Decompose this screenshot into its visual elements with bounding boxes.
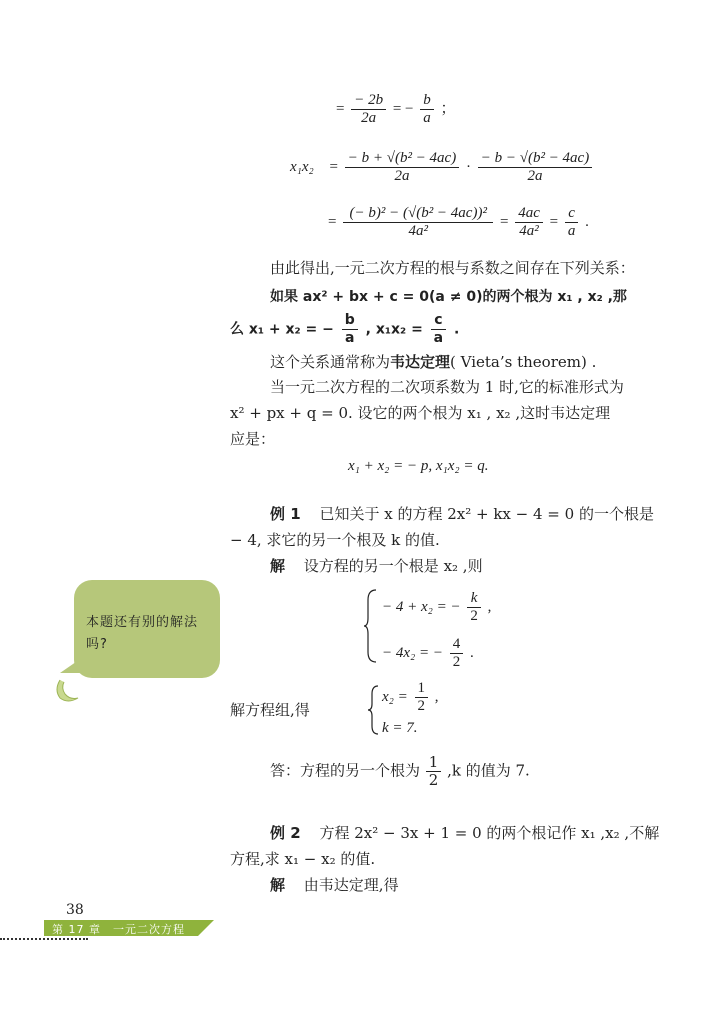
system-equation-2: − 4x₂ = − $\frac{4}{2}$ . [382,636,474,670]
solution-label: 解 [270,876,286,894]
fraction: $\frac{\text{− b − √(b² − 4ac)}}{2a}$ [478,150,593,185]
equation-sum-result: = $\frac{- 2b}{2a}$ = − $\frac{b}{a}$ ； [336,92,456,126]
system-brace [364,588,378,664]
equation-product: x₁x₂ = $\frac{\text{− b + √(b² − 4ac)}}{2a}$ · $\frac{\text{− b − √(b² − 4ac)}}{2a}$ [290,150,595,185]
formula-standard-vieta: x₁ + x₂ = − p, x₁x₂ = q. [348,458,489,474]
paragraph-standard-form-3: 应是： [230,430,276,448]
paragraph-vieta-name: 这个关系通常称为韦达定理( Vieta’s theorem) . [270,353,597,371]
fraction: $\frac{\text{− b + √(b² − 4ac)}}{2a}$ [345,150,460,185]
example-1-label: 例 1 [270,505,301,523]
fraction: $\frac{\text{(− b)² − (√(b² − 4ac))²}}{\text{4a²}}$ [343,205,493,240]
vieta-term: 韦达定理 [390,353,451,371]
fraction: $\frac{4}{2}$ [450,636,464,671]
solution-label: 解 [270,557,286,575]
fraction: $\frac{k}{2}$ [467,590,481,625]
fraction: $\frac{b}{a}$ [420,92,434,127]
example-2-solution-line-1: 解 由韦达定理,得 [270,876,399,894]
fraction: $\frac{1}{2}$ [426,754,442,789]
fraction: $\frac{4ac}{\text{4a²}}$ [515,205,543,240]
example-2-line-2: 方程,求 x₁ − x₂ 的值. [230,850,376,868]
page-number: 38 [66,902,84,918]
example-1-answer: 答：方程的另一个根为 $\frac{1}{2}$ ,k 的值为 7. [270,753,530,789]
theorem-line-1: 如果 ax² + bx + c = 0(a ≠ 0)的两个根为 x₁ , x₂ ,那 [270,289,627,305]
example-2-line-1: 例 2 方程 2x² − 3x + 1 = 0 的两个根记作 x₁ ,x₂ ,不解 [270,824,660,842]
result-brace [368,684,380,736]
paragraph-standard-form-1: 当一元二次方程的二次项系数为 1 时,它的标准形式为 [270,378,624,396]
solve-system-text: 解方程组,得 [230,701,310,719]
equation-product-result: = $\frac{\text{(− b)² − (√(b² − 4ac))²}}{\text{4a²}}$ = $\frac{4ac}{\text{4a²}}$ = $\frac{c}{a}$ . [328,205,589,239]
fraction: $\frac{c}{a}$ [565,205,579,240]
chapter-title: 第 17 章 一元二次方程 [52,923,185,936]
example-2-label: 例 2 [270,824,301,842]
swirl-icon [52,676,82,706]
example-1-line-1: 例 1 已知关于 x 的方程 2x² + kx − 4 = 0 的一个根是 [270,505,654,523]
speech-bubble-text: 本题还有别的解法吗? [86,615,199,652]
footer-dotted-rule [0,938,88,940]
fraction: $\frac{- 2b}{2a}$ [351,92,386,127]
fraction: $\frac{c}{a}$ [431,312,446,347]
fraction: $\frac{b}{a}$ [342,312,358,347]
system-equation-1: − 4 + x₂ = − $\frac{k}{2}$ , [382,590,492,624]
example-1-line-2: − 4, 求它的另一个根及 k 的值. [230,531,440,549]
result-k: k = 7. [382,720,418,736]
example-1-solution-line-1: 解 设方程的另一个根是 x₂ ,则 [270,557,483,575]
result-x2: x₂ = $\frac{1}{2}$ , [382,680,439,714]
paragraph-standard-form-2: x² + px + q = 0. 设它的两个根为 x₁ , x₂ ,这时韦达定理 [230,404,611,422]
fraction: $\frac{1}{2}$ [415,680,429,715]
paragraph-relation-intro: 由此得出,一元二次方程的根与系数之间存在下列关系： [270,259,635,277]
theorem-line-2: 么 x₁ + x₂ = − $\frac{b}{a}$ , x₁x₂ = $\frac{c}{a}$ . [230,312,460,346]
